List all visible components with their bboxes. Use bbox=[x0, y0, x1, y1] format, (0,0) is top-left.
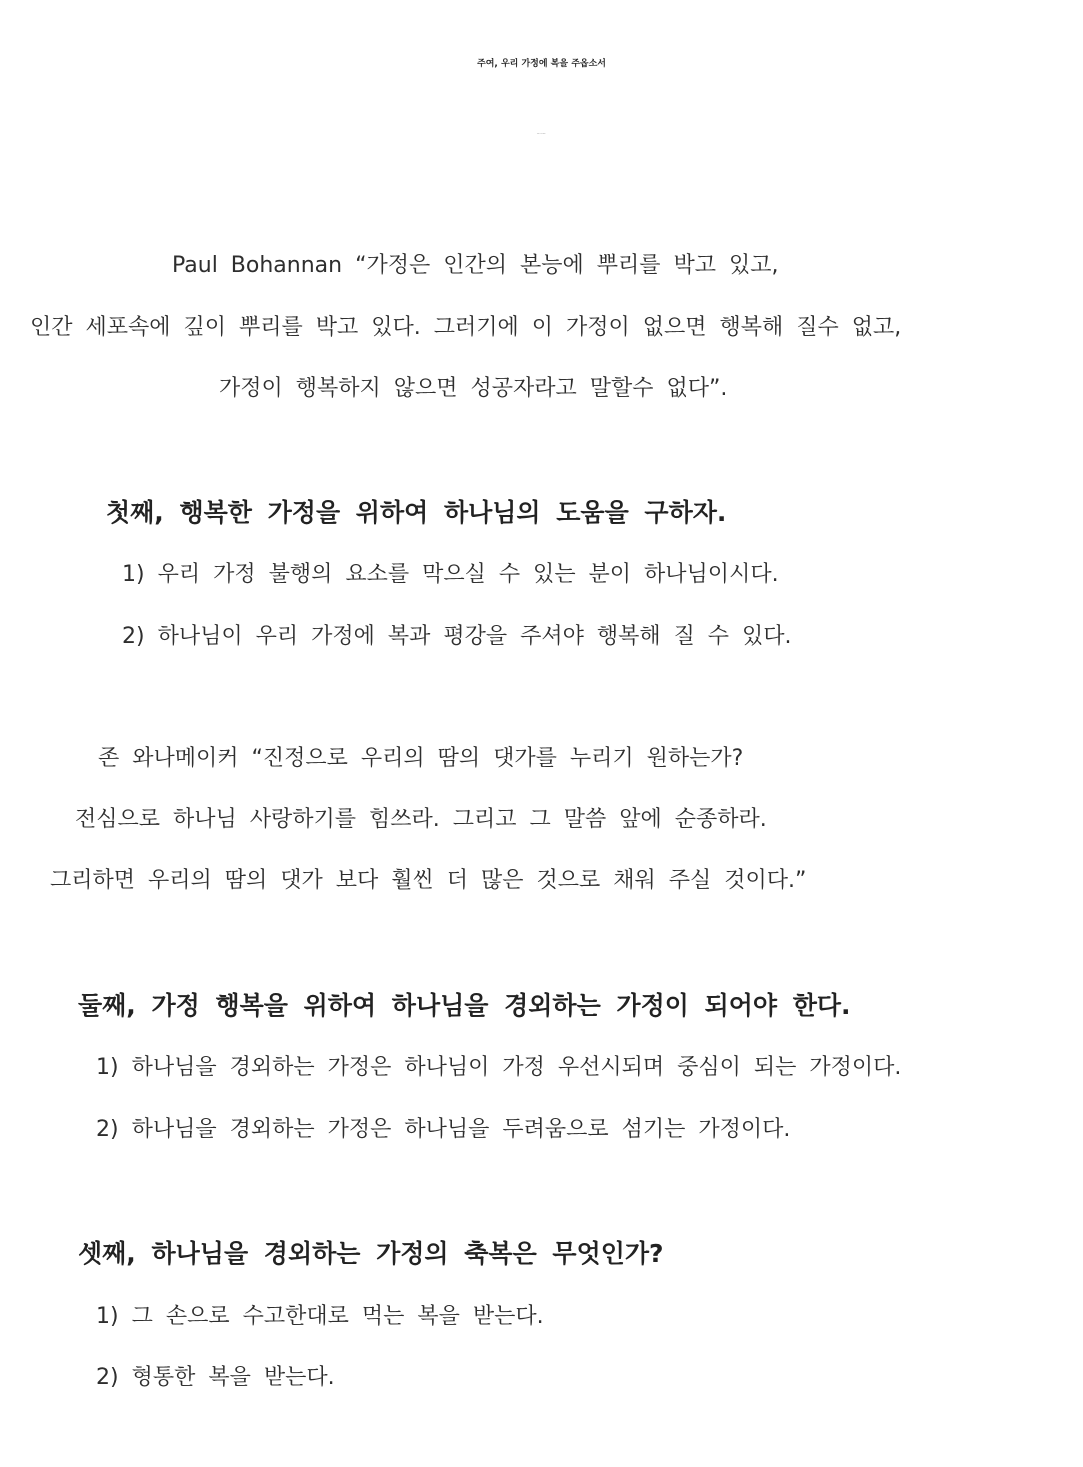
scripture-reference: 시127:1-2, 128:1-4 bbox=[536, 134, 547, 135]
list-item: 1) 우리 가정 불행의 요소를 막으실 수 있는 분이 하나님이시다. bbox=[122, 562, 779, 587]
quote-line: 가정이 행복하지 않으면 성공자라고 말할수 없다”. bbox=[219, 376, 728, 401]
quote-line: Paul Bohannan “가정은 인간의 본능에 뿌리를 박고 있고, bbox=[172, 253, 779, 278]
quote-line: 전심으로 하나님 사랑하기를 힘쓰라. 그리고 그 말씀 앞에 순종하라. bbox=[75, 807, 767, 832]
quote-line: 존 와나메이커 “진정으로 우리의 땀의 댓가를 누리기 원하는가? bbox=[98, 746, 744, 771]
section-heading: 첫째, 행복한 가정을 위하여 하나님의 도움을 구하자. bbox=[106, 498, 727, 527]
list-item: 2) 하나님이 우리 가정에 복과 평강을 주셔야 행복해 질 수 있다. bbox=[122, 624, 792, 649]
list-item: 1) 하나님을 경외하는 가정은 하나님이 가정 우선시되며 중심이 되는 가정이다. bbox=[96, 1055, 902, 1080]
list-item: 2) 하나님을 경외하는 가정은 하나님을 두려움으로 섬기는 가정이다. bbox=[96, 1117, 791, 1142]
page-title: 주여, 우리 가정에 복을 주옵소서 bbox=[477, 59, 606, 69]
section-heading: 둘째, 가정 행복을 위하여 하나님을 경외하는 가정이 되어야 한다. bbox=[78, 991, 851, 1020]
quote-line: 인간 세포속에 깊이 뿌리를 박고 있다. 그러기에 이 가정이 없으면 행복해 질수 없고, bbox=[30, 315, 902, 340]
section-heading: 셋째, 하나님을 경외하는 가정의 축복은 무엇인가? bbox=[78, 1239, 664, 1268]
list-item: 2) 형통한 복을 받는다. bbox=[96, 1365, 335, 1390]
quote-line: 그리하면 우리의 땀의 댓가 보다 훨씬 더 많은 것으로 채워 주실 것이다.” bbox=[50, 868, 807, 893]
list-item: 1) 그 손으로 수고한대로 먹는 복을 받는다. bbox=[96, 1304, 544, 1329]
